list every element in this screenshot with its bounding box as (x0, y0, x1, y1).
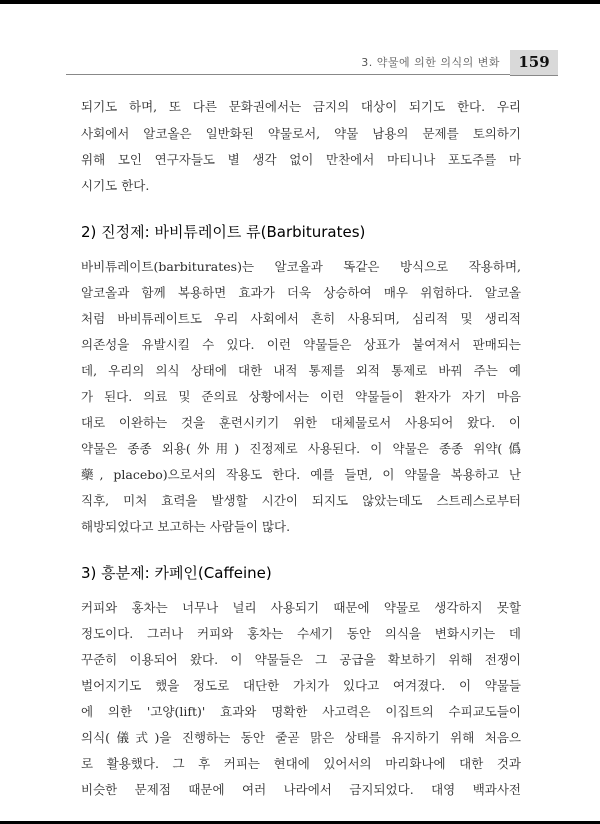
body-line: 정도이다. 그러나 커피와 홍차는 수세기 동안 의식을 변화시키는 데 (81, 626, 521, 641)
body-line: 약물은 종종 외용(外用) 진정제로 사용된다. 이 약물은 종종 위약(僞 (81, 441, 521, 456)
body-line: 에 의한 '고양(lift)' 효과와 명확한 사고력은 이집트의 수피교도들이 (81, 704, 521, 719)
body-line: 藥, placebo)으로서의 작용도 한다. 예를 들면, 이 약물을 복용하고 난 (81, 467, 521, 482)
body-line: 되기도 하며, 또 다른 문화권에서는 금지의 대상이 되기도 한다. 우리 (81, 99, 521, 114)
body-line: 대로 이완하는 것을 훈련시키기 위한 대체물로서 사용되어 왔다. 이 (81, 415, 521, 430)
section-heading-stimulants: 3) 흥분제: 카페인(Caffeine) (81, 564, 272, 582)
body-line: 의식(儀式)을 진행하는 동안 줄곧 맑은 상태를 유지하기 위해 처음으 (81, 730, 521, 745)
body-line: 꾸준히 이용되어 왔다. 이 약물들은 그 공급을 확보하기 위해 전쟁이 (81, 652, 521, 667)
body-line: 위해 모인 연구자들도 별 생각 없이 만찬에서 마티니나 포도주를 마 (81, 152, 521, 167)
body-line: 바비튜레이트(barbiturates)는 알코올과 똑같은 방식으로 작용하며, (81, 259, 521, 274)
section-heading-sedatives: 2) 진정제: 바비튜레이트 류(Barbiturates) (81, 223, 366, 241)
body-line: 벌어지기도 했을 정도로 대단한 가치가 있다고 여겨졌다. 이 약물들 (81, 678, 521, 693)
running-head: 3. 약물에 의한 의식의 변화 (361, 56, 500, 69)
page-number: 159 (518, 53, 550, 71)
body-line: 직후, 미처 효력을 발생할 시간이 되지도 않았는데도 스트레스로부터 (81, 493, 521, 508)
body-line: 사회에서 알코올은 일반화된 약물로서, 약물 남용의 문제를 토의하기 (81, 126, 521, 141)
body-line: 의존성을 유발시킬 수 있다. 이런 약물들은 상표가 붙여져서 판매되는 (81, 337, 521, 352)
body-line: 알코올과 함께 복용하면 효과가 더욱 상승하여 매우 위험하다. 알코올 (81, 285, 521, 300)
body-line: 데, 우리의 의식 상태에 대한 내적 통제를 외적 통제로 바꿔 주는 예 (81, 363, 521, 378)
body-line: 커피와 홍차는 너무나 널리 사용되기 때문에 약물로 생각하지 못할 (81, 600, 521, 615)
body-line: 해방되었다고 보고하는 사람들이 많다. (81, 519, 291, 534)
body-line: 처럼 바비튜레이트도 우리 사회에서 흔히 사용되며, 심리적 및 생리적 (81, 311, 521, 326)
body-line: 로 활용했다. 그 후 커피는 현대에 있어서의 마리화나에 대한 것과 (81, 756, 521, 771)
body-line: 가 된다. 의료 및 준의료 상황에서는 이런 약물들이 환자가 자기 마음 (81, 389, 521, 404)
body-line: 시기도 한다. (81, 178, 150, 193)
body-line: 비슷한 문제점 때문에 여러 나라에서 금지되었다. 대영 백과사전 (81, 782, 521, 797)
